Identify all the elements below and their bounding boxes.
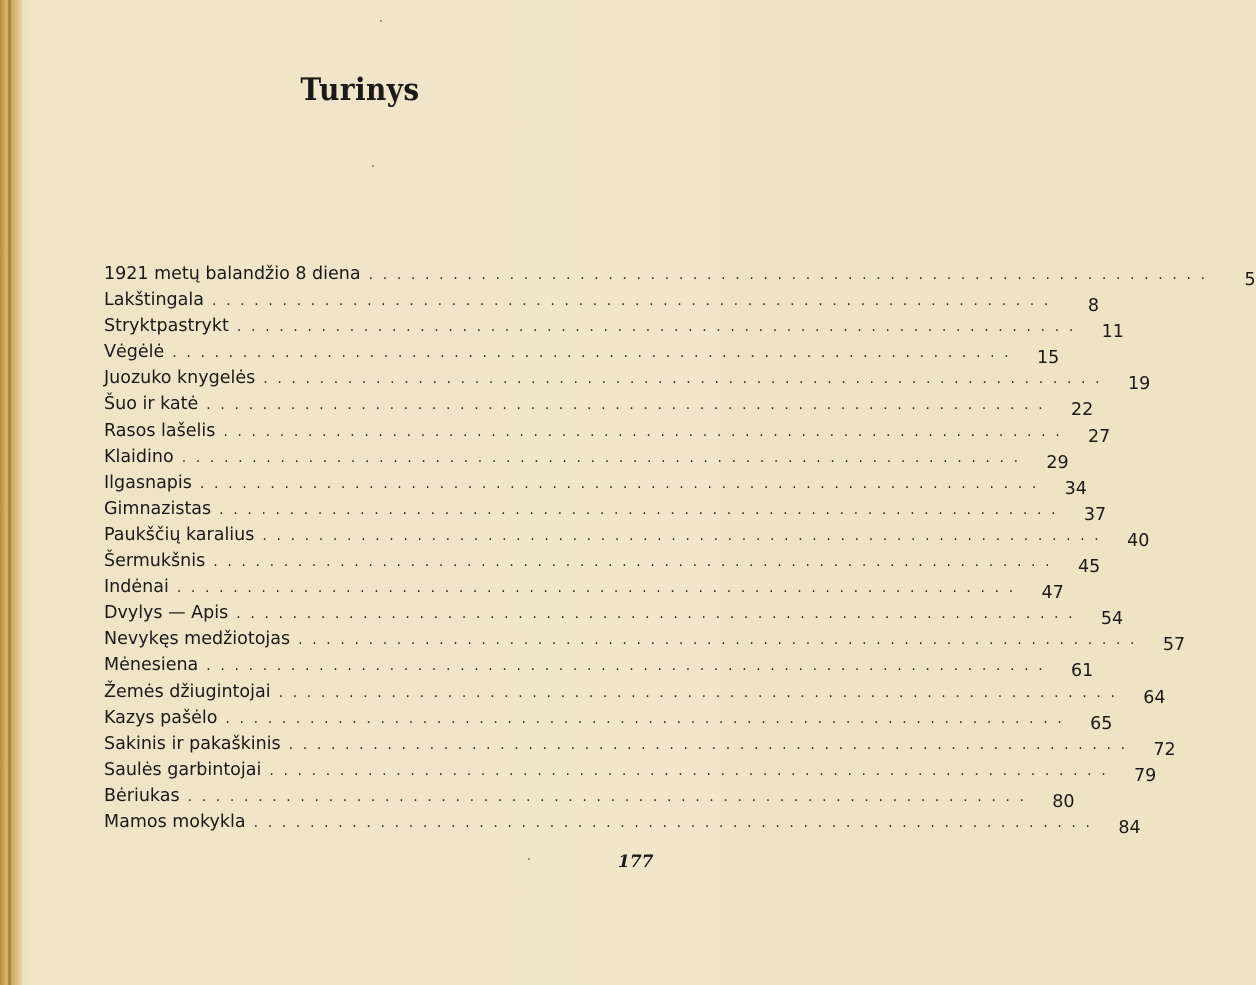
dot-leader: . . . . . . . . . . . . . . . . . . . . . . . . . . . . . . . . . . . . . . . . . . . . . . . . . . . . . . . . . . . .	[187, 788, 1027, 805]
toc-entry-page: 84	[1118, 817, 1141, 838]
paper-speck	[380, 20, 382, 22]
toc-entry	[104, 603, 1124, 630]
toc-entry-title: Juozuko knygelės	[104, 368, 256, 389]
toc-entry	[104, 629, 1186, 656]
toc-entry-page: 29	[1046, 452, 1069, 473]
dot-leader: . . . . . . . . . . . . . . . . . . . . . . . . . . . . . . . . . . . . . . . . . . . . . . . . . . . . . . . . . . . .	[172, 345, 1012, 362]
toc-entry	[104, 316, 1124, 343]
toc-entry	[104, 472, 1087, 499]
spine-shadow	[8, 0, 11, 985]
toc-entry-title: Lakštingala	[104, 290, 204, 311]
toc-entry-page: 11	[1101, 322, 1124, 343]
dot-leader: . . . . . . . . . . . . . . . . . . . . . . . . . . . . . . . . . . . . . . . . . . . . . . . . . . . . . . . . . . . .	[236, 319, 1076, 336]
toc-entry-title: Mėnesiena	[104, 655, 199, 676]
table-of-contents	[104, 264, 1256, 838]
toc-entry-page: 15	[1036, 348, 1060, 369]
toc-entry-title: Vėgėlė	[104, 342, 165, 363]
toc-entry	[104, 264, 1256, 290]
toc-entry	[104, 498, 1107, 525]
toc-entry-page: 5	[1244, 270, 1256, 290]
toc-entry-page: 8	[1087, 296, 1099, 317]
paper-speck	[372, 165, 374, 167]
toc-entry-title: Sakinis ir pakaškinis	[104, 733, 281, 754]
toc-entry-page: 65	[1090, 713, 1113, 734]
dot-leader: . . . . . . . . . . . . . . . . . . . . . . . . . . . . . . . . . . . . . . . . . . . . . . . . . . . . . . . . . . . .	[253, 814, 1093, 831]
toc-entry	[104, 342, 1060, 369]
paper-speck	[528, 858, 530, 860]
toc-entry-page: 79	[1134, 765, 1157, 786]
toc-entry-title: Stryktpastrykt	[104, 316, 229, 337]
toc-entry	[104, 551, 1101, 578]
page-number: 177	[618, 852, 654, 872]
toc-entry-title: Klaidino	[104, 446, 174, 467]
dot-leader: . . . . . . . . . . . . . . . . . . . . . . . . . . . . . . . . . . . . . . . . . . . . . . . . . . . . . . . . . . . .	[199, 475, 1039, 492]
toc-entry-page: 54	[1100, 609, 1124, 630]
toc-entry-title: Šermukšnis	[104, 551, 206, 572]
dot-leader: . . . . . . . . . . . . . . . . . . . . . . . . . . . . . . . . . . . . . . . . . . . . . . . . . . . . . . . . . . . .	[368, 267, 1208, 283]
toc-entry-page: 72	[1153, 739, 1176, 760]
dot-leader: . . . . . . . . . . . . . . . . . . . . . . . . . . . . . . . . . . . . . . . . . . . . . . . . . . . . . . . . . . . .	[176, 580, 1016, 597]
dot-leader: . . . . . . . . . . . . . . . . . . . . . . . . . . . . . . . . . . . . . . . . . . . . . . . . . . . . . . . . . . . .	[219, 501, 1059, 518]
dot-leader: . . . . . . . . . . . . . . . . . . . . . . . . . . . . . . . . . . . . . . . . . . . . . . . . . . . . . . . . . . . .	[263, 371, 1103, 388]
toc-entry-page: 57	[1162, 635, 1186, 656]
toc-entry-title: 1921 metų balandžio 8 diena	[104, 264, 361, 284]
toc-entry	[104, 577, 1064, 604]
toc-entry-page: 64	[1143, 687, 1166, 708]
toc-entry-page: 80	[1052, 791, 1075, 812]
dot-leader: . . . . . . . . . . . . . . . . . . . . . . . . . . . . . . . . . . . . . . . . . . . . . . . . . . . . . . . . . . . .	[262, 527, 1102, 544]
toc-entry	[104, 446, 1069, 473]
toc-entry-title: Saulės garbintojai	[104, 759, 262, 780]
toc-entry	[104, 681, 1166, 708]
toc-entry	[104, 394, 1094, 421]
toc-entry-page: 27	[1088, 426, 1111, 447]
toc-entry-title: Indėnai	[104, 577, 169, 598]
dot-leader: . . . . . . . . . . . . . . . . . . . . . . . . . . . . . . . . . . . . . . . . . . . . . . . . . . . . . . . . . . . .	[288, 736, 1128, 753]
toc-entry	[104, 290, 1099, 317]
toc-entry	[104, 368, 1151, 395]
toc-entry-title: Gimnazistas	[104, 498, 212, 519]
dot-leader: . . . . . . . . . . . . . . . . . . . . . . . . . . . . . . . . . . . . . . . . . . . . . . . . . . . . . . . . . . . .	[213, 554, 1053, 571]
toc-entry	[104, 524, 1150, 551]
toc-entry-title: Ilgasnapis	[104, 472, 192, 493]
dot-leader: . . . . . . . . . . . . . . . . . . . . . . . . . . . . . . . . . . . . . . . . . . . . . . . . . . . . . . . . . . . .	[225, 710, 1065, 727]
toc-entry-title: Žemės džiugintojai	[104, 681, 271, 702]
dot-leader: . . . . . . . . . . . . . . . . . . . . . . . . . . . . . . . . . . . . . . . . . . . . . . . . . . . . . . . . . . . .	[278, 684, 1118, 701]
dot-leader: . . . . . . . . . . . . . . . . . . . . . . . . . . . . . . . . . . . . . . . . . . . . . . . . . . . . . . . . . . . .	[206, 658, 1046, 675]
toc-entry	[104, 785, 1075, 812]
toc-entry	[104, 707, 1113, 734]
toc-entry	[104, 759, 1157, 786]
toc-entry	[104, 655, 1094, 682]
toc-entry-page: 45	[1077, 557, 1101, 578]
toc-entry-title: Rasos lašelis	[104, 420, 216, 441]
toc-entry-page: 40	[1127, 530, 1150, 551]
toc-entry	[104, 420, 1111, 447]
toc-entry-title: Paukščių karalius	[104, 524, 255, 545]
toc-entry-title: Mamos mokykla	[104, 811, 246, 832]
toc-entry	[104, 811, 1141, 838]
toc-entry-page: 61	[1071, 661, 1094, 682]
dot-leader: . . . . . . . . . . . . . . . . . . . . . . . . . . . . . . . . . . . . . . . . . . . . . . . . . . . . . . . . . . . .	[298, 632, 1138, 649]
dot-leader: . . . . . . . . . . . . . . . . . . . . . . . . . . . . . . . . . . . . . . . . . . . . . . . . . . . . . . . . . . . .	[223, 423, 1063, 440]
dot-leader: . . . . . . . . . . . . . . . . . . . . . . . . . . . . . . . . . . . . . . . . . . . . . . . . . . . . . . . . . . . .	[206, 397, 1046, 414]
toc-entry-title: Šuo ir katė	[104, 394, 199, 415]
toc-entry	[104, 733, 1176, 760]
dot-leader: . . . . . . . . . . . . . . . . . . . . . . . . . . . . . . . . . . . . . . . . . . . . . . . . . . . . . . . . . . . .	[211, 293, 1051, 310]
toc-entry-page: 22	[1070, 400, 1094, 421]
toc-entry-page: 34	[1064, 478, 1087, 499]
page-title: Turinys	[300, 72, 420, 108]
toc-entry-title: Nevykęs medžiotojas	[104, 629, 291, 650]
toc-entry-page: 47	[1041, 583, 1064, 604]
dot-leader: . . . . . . . . . . . . . . . . . . . . . . . . . . . . . . . . . . . . . . . . . . . . . . . . . . . . . . . . . . . .	[269, 762, 1109, 779]
dot-leader: . . . . . . . . . . . . . . . . . . . . . . . . . . . . . . . . . . . . . . . . . . . . . . . . . . . . . . . . . . . .	[181, 449, 1021, 466]
toc-entry-title: Bėriukas	[104, 785, 180, 806]
book-spine	[0, 0, 22, 985]
toc-entry-title: Kazys pašėlo	[104, 707, 218, 728]
dot-leader: . . . . . . . . . . . . . . . . . . . . . . . . . . . . . . . . . . . . . . . . . . . . . . . . . . . . . . . . . . . .	[236, 606, 1076, 623]
toc-entry-page: 19	[1127, 374, 1151, 395]
toc-entry-title: Dvylys — Apis	[104, 603, 229, 624]
toc-entry-page: 37	[1083, 504, 1107, 525]
